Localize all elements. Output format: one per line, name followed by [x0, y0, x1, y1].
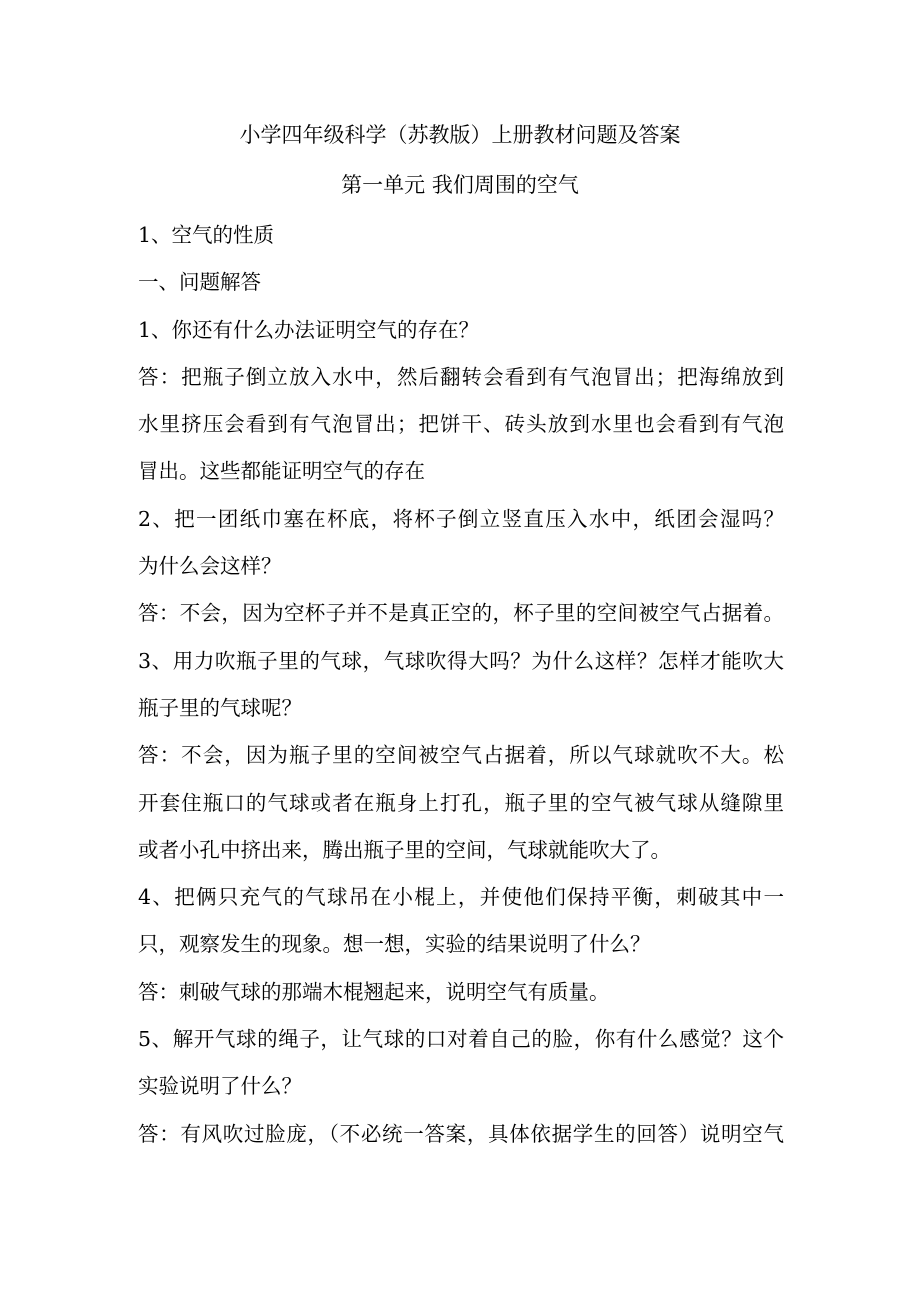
- section-heading: 1、空气的性质: [138, 223, 275, 247]
- answer-line: 答：不会，因为瓶子里的空间被空气占据着，所以气球就吹不大。松: [138, 743, 784, 768]
- question-line: 5、解开气球的绳子，让气球的口对着自己的脸，你有什么感觉？这个: [138, 1027, 784, 1052]
- answer-line: 答：刺破气球的那端木棍翘起来，说明空气有质量。: [138, 979, 610, 1004]
- answer-line: 开套住瓶口的气球或者在瓶身上打孔，瓶子里的空气被气球从缝隙里: [138, 790, 784, 815]
- answer-line: 答：把瓶子倒立放入水中，然后翻转会看到有气泡冒出；把海绵放到: [138, 364, 784, 389]
- question-line: 只，观察发生的现象。想一想，实验的结果说明了什么？: [138, 932, 651, 957]
- question-line: 为什么会这样？: [138, 554, 282, 579]
- subsection-heading: 一、问题解答: [138, 270, 261, 295]
- question-line: 2、把一团纸巾塞在杯底，将杯子倒立竖直压入水中，纸团会湿吗？: [138, 506, 784, 531]
- answer-line: 答：有风吹过脸庞，（不必统一答案，具体依据学生的回答）说明空气: [138, 1121, 784, 1146]
- document-title: 小学四年级科学（苏教版）上册教材问题及答案: [239, 123, 681, 147]
- question-line: 1、你还有什么办法证明空气的存在？: [138, 317, 480, 342]
- document-body: [138, 212, 784, 1158]
- answer-line: 水里挤压会看到有气泡冒出；把饼干、砖头放到水里也会看到有气泡: [138, 412, 784, 437]
- question-line: 实验说明了什么？: [138, 1074, 302, 1099]
- question-line: 3、用力吹瓶子里的气球，气球吹得大吗？为什么这样？怎样才能吹大: [138, 648, 784, 673]
- question-line: 4、把俩只充气的气球吊在小棍上，并使他们保持平衡，刺破其中一: [138, 885, 784, 910]
- answer-line: 答：不会，因为空杯子并不是真正空的，杯子里的空间被空气占据着。: [138, 601, 784, 626]
- unit-title: 第一单元 我们周围的空气: [341, 173, 579, 197]
- answer-line: 冒出。这些都能证明空气的存在: [138, 459, 425, 484]
- question-line: 瓶子里的气球呢？: [138, 695, 302, 720]
- answer-line: 或者小孔中挤出来，腾出瓶子里的空间，气球就能吹大了。: [138, 837, 671, 862]
